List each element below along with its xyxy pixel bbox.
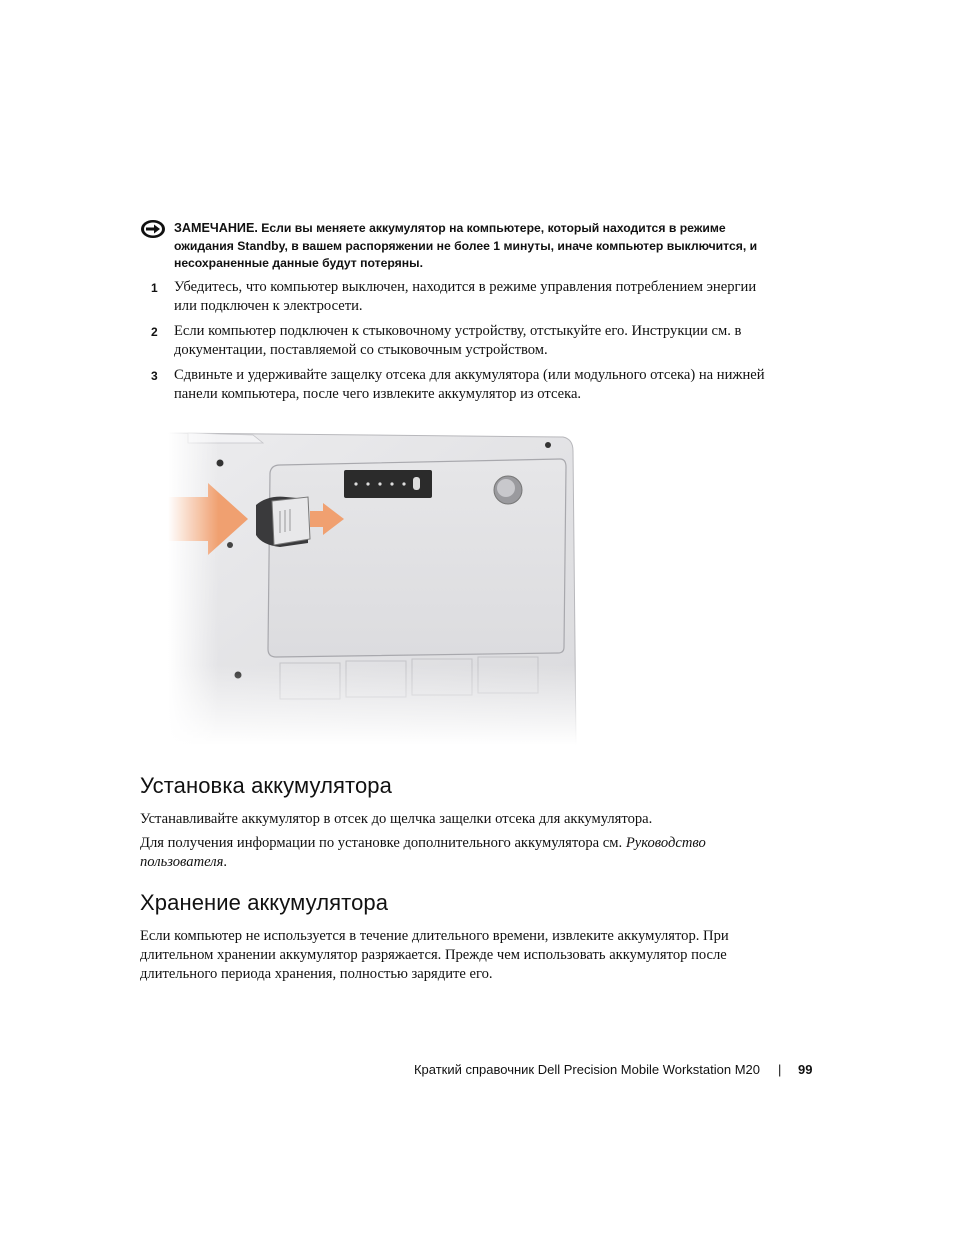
page-number: 99 xyxy=(798,1062,813,1077)
notice-text: Если вы меняете аккумулятор на компьютере, который находится в режиме ожидания Standby, в вашем распоряжении не более 1 минуты, иначе компьютер выключится, и несохраненные данные будут потеряны. xyxy=(174,221,758,271)
notice-label: ЗАМЕЧАНИЕ. xyxy=(174,221,258,235)
heading-store-battery: Хранение аккумулятора xyxy=(140,890,389,915)
step-text: Убедитесь, что компьютер выключен, находится в режиме управления потреблением энергии или подключен к электросети. xyxy=(174,279,757,315)
install-paragraph-2-text: Для получения информации по установке дополнительного аккумулятора см. xyxy=(140,835,626,851)
footer-separator: | xyxy=(778,1062,782,1077)
step-text: Сдвиньте и удерживайте защелку отсека для аккумулятора (или модульного отсека) на нижней панели компьютера, после чего извлеките аккумулятор из отсека. xyxy=(174,367,765,403)
battery-release-illustration xyxy=(168,425,588,745)
install-paragraph-2 xyxy=(140,834,760,872)
install-paragraph-2-end: . xyxy=(223,854,228,871)
step-number: 1 xyxy=(151,281,158,295)
step-text: Если компьютер подключен к стыковочному устройству, отстыкуйте его. Инструкции см. в документации, поставляемой со стыковочным устройством. xyxy=(174,323,742,359)
install-paragraph-1: Устанавливайте аккумулятор в отсек до щелчка защелки отсека для аккумулятора. xyxy=(140,811,653,827)
step-number: 3 xyxy=(151,369,158,383)
notice-block xyxy=(174,220,774,273)
heading-install-battery: Установка аккумулятора xyxy=(140,773,392,798)
step-number: 2 xyxy=(151,325,158,339)
user-guide-reference: Руководство пользователя xyxy=(140,835,706,871)
storage-paragraph: Если компьютер не используется в течение длительного времени, извлеките аккумулятор. При длительном хранении аккумулятор разряжается. Прежде чем использовать аккумулятор после длительного периода хранения, полностью зарядите его. xyxy=(140,928,729,983)
notice-icon xyxy=(140,219,166,239)
footer-title: Краткий справочник Dell Precision Mobile Workstation M20 xyxy=(413,1062,760,1077)
